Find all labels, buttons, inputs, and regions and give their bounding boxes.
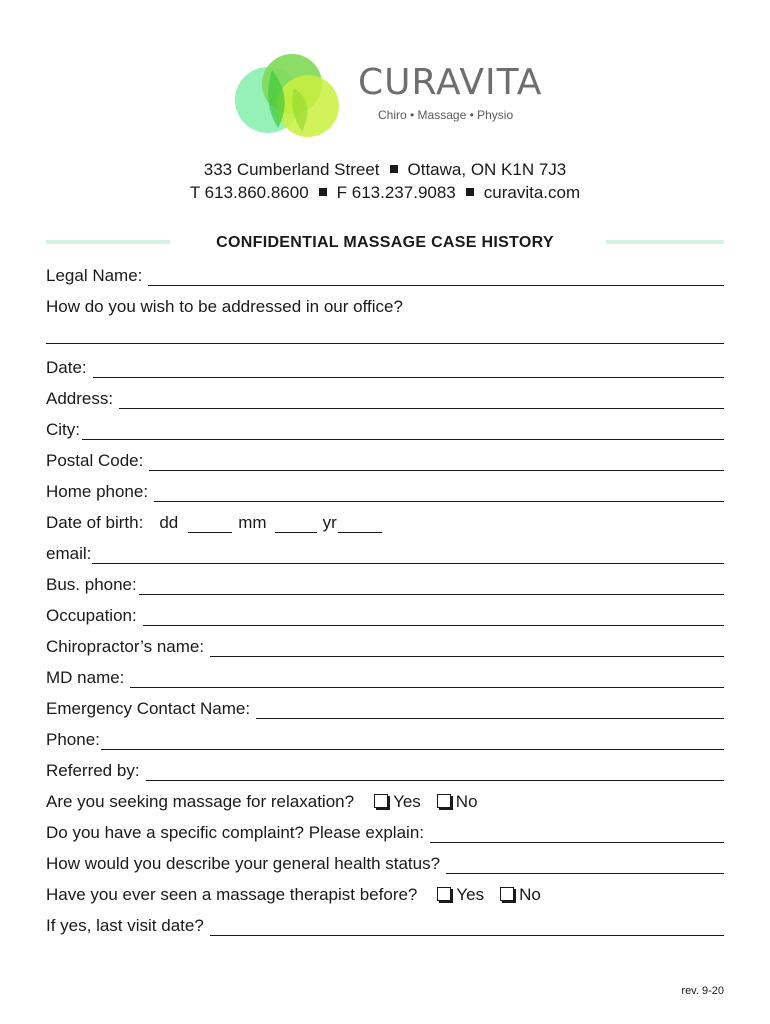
address-label: Address: bbox=[46, 389, 114, 408]
complaint-label: Do you have a specific complaint? Please explain: bbox=[46, 823, 424, 842]
complaint-field[interactable] bbox=[430, 824, 724, 843]
dob-day-label: dd bbox=[159, 513, 179, 532]
address-line-2 bbox=[0, 183, 770, 203]
chiropractor-field[interactable] bbox=[210, 638, 724, 657]
website: curavita.com bbox=[483, 183, 581, 202]
address-as-row bbox=[46, 293, 724, 317]
md-row bbox=[46, 664, 724, 688]
bus-phone-field[interactable] bbox=[139, 576, 724, 595]
occupation-field[interactable] bbox=[143, 607, 724, 626]
referred-field[interactable] bbox=[146, 762, 724, 781]
street: 333 Cumberland Street bbox=[203, 160, 380, 179]
checkbox-icon[interactable] bbox=[500, 887, 514, 901]
email-row bbox=[46, 540, 724, 564]
square-bullet-icon bbox=[319, 188, 327, 196]
dob-row bbox=[46, 509, 724, 533]
city-field[interactable] bbox=[82, 421, 724, 440]
dob-month-label: mm bbox=[238, 513, 267, 532]
yes-label: Yes bbox=[393, 792, 421, 811]
dob-year-field[interactable] bbox=[338, 516, 382, 533]
brand-name: CURAVITA bbox=[358, 62, 543, 103]
health-field[interactable] bbox=[446, 855, 724, 874]
emergency-field[interactable] bbox=[256, 700, 724, 719]
occupation-label: Occupation: bbox=[46, 606, 137, 625]
address-as-label: How do you wish to be addressed in our office? bbox=[46, 297, 403, 316]
last-visit-row bbox=[46, 912, 724, 936]
address-line-1 bbox=[0, 160, 770, 180]
email-field[interactable] bbox=[92, 545, 724, 564]
address-field[interactable] bbox=[119, 390, 724, 409]
home-phone-field[interactable] bbox=[154, 483, 724, 502]
bus-phone-label: Bus. phone: bbox=[46, 575, 137, 594]
legal-name-field[interactable] bbox=[148, 267, 724, 286]
city-row bbox=[46, 416, 724, 440]
address-as-field[interactable] bbox=[46, 343, 724, 344]
last-visit-label: If yes, last visit date? bbox=[46, 916, 204, 935]
seen-before-label: Have you ever seen a massage therapist before? bbox=[46, 885, 418, 904]
no-label: No bbox=[455, 792, 478, 811]
md-label: MD name: bbox=[46, 668, 125, 687]
email-label: email: bbox=[46, 544, 92, 563]
bus-phone-row bbox=[46, 571, 724, 595]
postal-row bbox=[46, 447, 724, 471]
complaint-row bbox=[46, 819, 724, 843]
fax-number: F 613.237.9083 bbox=[336, 183, 456, 202]
city-label: City: bbox=[46, 420, 80, 439]
phone-label: Phone: bbox=[46, 730, 100, 749]
checkbox-icon[interactable] bbox=[437, 887, 451, 901]
seen-before-yes-option[interactable] bbox=[437, 885, 484, 905]
checkbox-icon[interactable] bbox=[374, 794, 388, 808]
emergency-label: Emergency Contact Name: bbox=[46, 699, 251, 718]
home-phone-label: Home phone: bbox=[46, 482, 149, 501]
no-label: No bbox=[519, 885, 541, 904]
health-row bbox=[46, 850, 724, 874]
relaxation-row bbox=[46, 788, 724, 812]
city-line: Ottawa, ON K1N 7J3 bbox=[407, 160, 567, 179]
yes-label: Yes bbox=[456, 885, 485, 904]
dob-day-field[interactable] bbox=[188, 516, 232, 533]
emergency-row bbox=[46, 695, 724, 719]
relaxation-label: Are you seeking massage for relaxation? bbox=[46, 792, 355, 811]
phone-number: T 613.860.8600 bbox=[189, 183, 309, 202]
legal-name-row bbox=[46, 262, 724, 286]
logo-mark-icon bbox=[232, 48, 344, 144]
chiropractor-label: Chiropractor’s name: bbox=[46, 637, 205, 656]
form-title: CONFIDENTIAL MASSAGE CASE HISTORY bbox=[216, 234, 554, 251]
legal-name-label: Legal Name: bbox=[46, 266, 143, 285]
seen-before-no-option[interactable] bbox=[500, 885, 541, 905]
occupation-row bbox=[46, 602, 724, 626]
referred-row bbox=[46, 757, 724, 781]
postal-label: Postal Code: bbox=[46, 451, 144, 470]
relaxation-yes-option[interactable] bbox=[374, 792, 421, 812]
square-bullet-icon bbox=[390, 165, 398, 173]
phone-row bbox=[46, 726, 724, 750]
seen-before-row bbox=[46, 881, 724, 905]
referred-label: Referred by: bbox=[46, 761, 140, 780]
date-label: Date: bbox=[46, 358, 87, 377]
brand-tagline: Chiro • Massage • Physio bbox=[378, 108, 514, 122]
square-bullet-icon bbox=[466, 188, 474, 196]
date-field[interactable] bbox=[93, 359, 724, 378]
phone-field[interactable] bbox=[101, 731, 724, 750]
address-row bbox=[46, 385, 724, 409]
postal-field[interactable] bbox=[149, 452, 724, 471]
home-phone-row bbox=[46, 478, 724, 502]
last-visit-field[interactable] bbox=[210, 917, 724, 936]
dob-month-field[interactable] bbox=[275, 516, 317, 533]
chiropractor-row bbox=[46, 633, 724, 657]
logo bbox=[232, 48, 552, 144]
health-label: How would you describe your general health status? bbox=[46, 854, 441, 873]
dob-year-label: yr bbox=[322, 513, 337, 532]
relaxation-no-option[interactable] bbox=[437, 792, 478, 812]
checkbox-icon[interactable] bbox=[437, 794, 451, 808]
dob-label: Date of birth: bbox=[46, 513, 144, 532]
revision-note: rev. 9-20 bbox=[681, 985, 724, 997]
date-row bbox=[46, 354, 724, 378]
md-field[interactable] bbox=[130, 669, 724, 688]
